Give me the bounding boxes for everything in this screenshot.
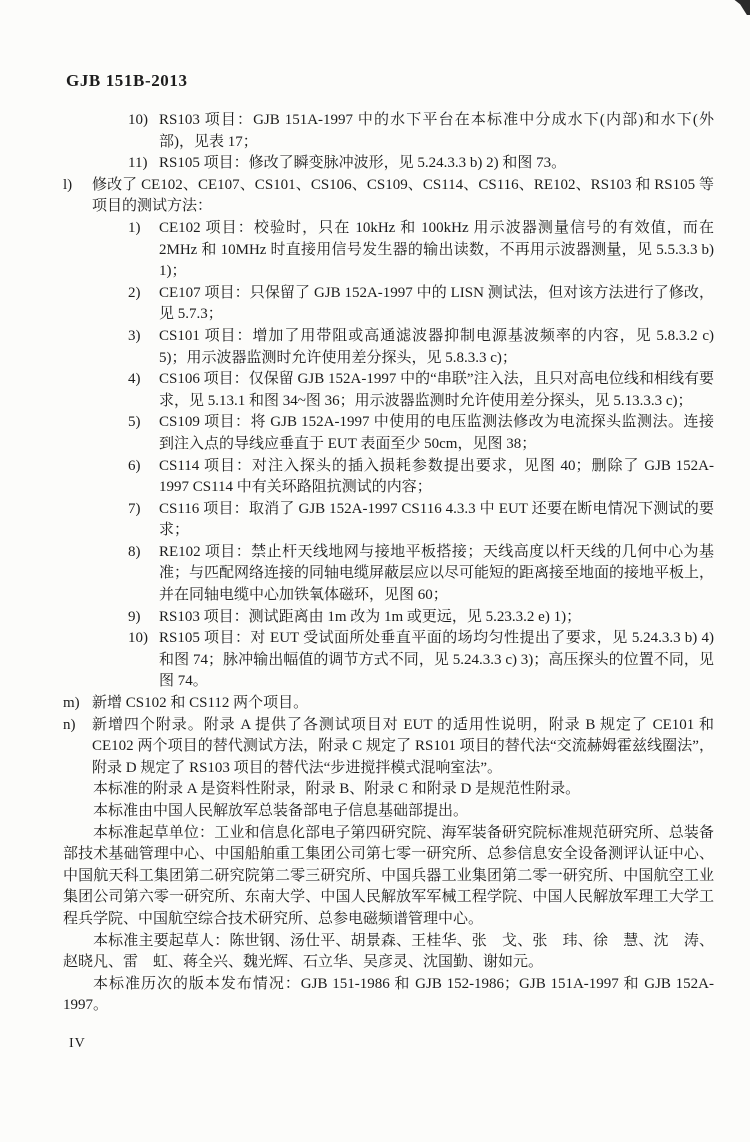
standard-number: GJB 151B-2013 [66,71,188,90]
paragraph-previous-versions: 本标准历次的版本发布情况：GJB 151-1986 和 GJB 152-1986；GJB 151A-1997 和 GJB 152A-1997。 [63,975,714,1014]
list-text: 新增四个附录。附录 A 提供了各测试项目对 EUT 的适用性说明，附录 B 规定了 CE101 和 CE102 两个项目的替代测试方法，附录 C 规定了 RS101 项目的替代法“交流赫姆霍兹线圈法”，附录 D 规定了 RS103 项目的替代法“步进搅拌模式混响室法”。 [92,716,714,776]
scan-corner-artifact [728,0,750,15]
sub-item-6-cs114 [128,456,714,499]
paragraph-proposed-by: 本标准由中国人民解放军总装备部电子信息基础部提出。 [93,803,469,819]
paragraph-drafters: 本标准主要起草人：陈世钢、汤仕平、胡景森、王桂华、张 戈、张 玮、徐 慧、沈 涛、赵晓凡、雷 虹、蒋全兴、魏光辉、石立华、吴彦灵、沈国勤、谢如元。 [63,932,714,971]
list-marker: 5) [128,414,141,431]
list-marker: 10) [128,630,148,647]
list-text: RS103 项目：GJB 151A-1997 中的水下平台在本标准中分成水下(内部)和水下(外部)，见表 17； [159,112,714,150]
paragraph-appendix-nature: 本标准的附录 A 是资料性附录，附录 B、附录 C 和附录 D 是规范性附录。 [93,781,581,798]
list-text: CE107 项目：只保留了 GJB 152A-1997 中的 LISN 测试法，但对该方法进行了修改，见 5.7.3； [159,284,714,323]
list-text: 新增 CS102 和 CS112 两个项目。 [92,695,309,712]
list-marker: l) [63,176,73,193]
page-content [63,110,714,1017]
sub-item-2-ce107 [128,283,714,326]
list-text: CS114 项目：对注入探头的插入损耗参数提出要求，见图 40；删除了 GJB 152A-1997 CS114 中有关环路阻抗测试的内容； [159,457,714,496]
list-item-m-new-items [63,693,714,715]
list-item-l-revised-methods [63,175,714,218]
sub-item-1-ce102 [128,218,714,283]
list-marker: 11) [128,155,148,172]
sub-item-10-rs105 [128,628,714,693]
sub-item-7-cs116 [128,499,714,542]
list-marker: 4) [128,371,141,388]
paragraph-drafting-units: 本标准起草单位：工业和信息化部电子第四研究院、海军装备研究院标准规范研究所、总装备部技术基础管理中心、中国船舶重工集团公司第七零一研究所、总参信息安全设备测评认证中心、中国航天科工集团第二研究院第二零三研究所、中国兵器工业集团第二零一研究所、中国航空工业集团公司第六零一研究所、东南大学、中国人民解放军军械工程学院、中国人民解放军理工大学工程兵学院、中国航空综合技术研究所、总参电磁频谱管理中心。 [63,824,714,927]
list-item-10-rs103 [128,110,714,153]
list-text: CS101 项目：增加了用带阻或高通滤波器抑制电源基波频率的内容，见 5.8.3.2 c) 5)；用示波器监测时允许使用差分探头，见 5.8.3.3 c)； [159,327,714,366]
list-text: RS103 项目：测试距离由 1m 改为 1m 或更远，见 5.23.3.2 e) 1)； [159,608,582,625]
list-marker: 2) [128,284,141,301]
list-text: 修改了 CE102、CE107、CS101、CS106、CS109、CS114、CS116、RE102、RS103 和 RS105 等项目的测试方法： [92,176,714,215]
list-marker: m) [63,695,80,712]
list-text: CS109 项目：将 GJB 152A-1997 中使用的电压监测法修改为电流探头监测法。连接到注入点的导线应垂直于 EUT 表面至少 50cm，见图 38； [159,414,714,452]
list-text: RS105 项目：修改了瞬变脉冲波形，见 5.24.3.3 b) 2) 和图 73。 [159,155,567,172]
list-marker: 8) [128,543,141,560]
sub-item-9-rs103 [128,607,714,629]
list-marker: 3) [128,327,141,344]
sub-item-3-cs101 [128,326,714,369]
list-marker: 1) [128,219,141,236]
sub-item-8-re102 [128,542,714,607]
list-text: CS106 项目：仅保留 GJB 152A-1997 中的“串联”注入法，且只对高电位线和相线有要求，见 5.13.1 和图 34~图 36；用示波器监测时允许使用差分探头，见 5.13.3.3 c)； [159,371,714,409]
list-text: CS116 项目：取消了 GJB 152A-1997 CS116 4.3.3 中 EUT 还要在断电情况下测试的要求； [159,500,714,539]
list-text: RE102 项目：禁止杆天线地网与接地平板搭接；天线高度以杆天线的几何中心为基准；与匹配网络连接的同轴电缆屏蔽层应以尽可能短的距离接至地面的接地平板上，并在同轴电缆中心加铁氧体磁环，见图 60； [159,543,715,604]
list-text: RS105 项目：对 EUT 受试面所处垂直平面的场均匀性提出了要求，见 5.24.3.3 b) 4) 和图 74；脉冲输出幅值的调节方式不同，见 5.24.3.3 c) 3)；高压探头的位置不同，见图 74。 [159,630,714,690]
list-item-11-rs105 [128,153,714,175]
sub-item-4-cs106 [128,369,714,412]
list-marker: n) [63,716,76,733]
list-marker: 6) [128,457,141,474]
list-marker: 10) [128,112,148,128]
list-marker: 7) [128,500,141,517]
page-number: IV [69,1036,86,1051]
sub-item-5-cs109 [128,412,714,455]
list-marker: 9) [128,608,141,625]
list-item-n-appendices [63,715,714,780]
list-text: CE102 项目：校验时，只在 10kHz 和 100kHz 用示波器测量信号的有效值，而在 2MHz 和 10MHz 时直接用信号发生器的输出读数，不再用示波器测量，见 5.5.3.3 b) 1)； [159,219,714,280]
